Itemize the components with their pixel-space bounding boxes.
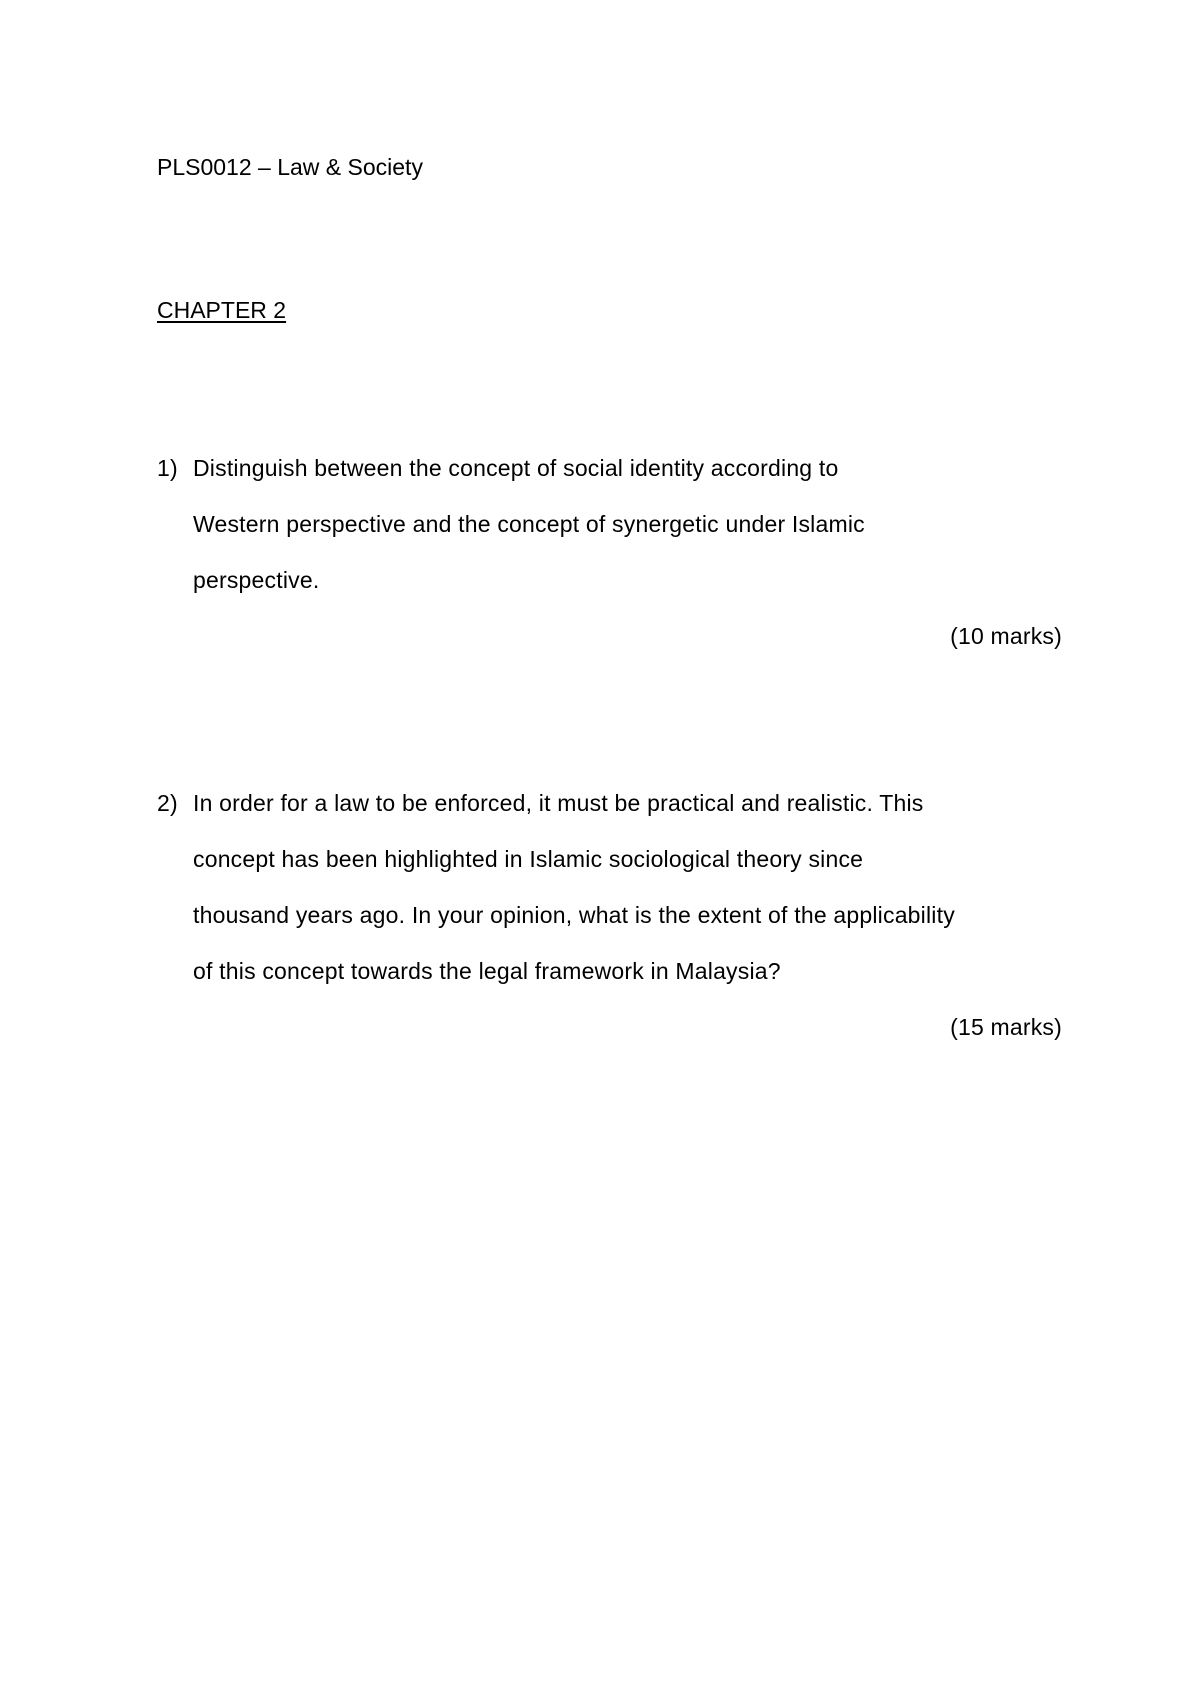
- question-marks: (10 marks): [950, 623, 1062, 649]
- course-title: PLS0012 – Law & Society: [157, 154, 423, 180]
- question-number: 2): [157, 790, 178, 816]
- question-text-line: concept has been highlighted in Islamic sociological theory since: [193, 846, 864, 872]
- question-1: [157, 440, 1062, 664]
- chapter-heading: CHAPTER 2: [157, 297, 287, 323]
- question-text-line: In order for a law to be enforced, it must be practical and realistic. This: [193, 790, 924, 816]
- question-number: 1): [157, 455, 178, 481]
- question-text-line: Distinguish between the concept of social identity according to: [193, 455, 839, 481]
- question-text-line: perspective.: [193, 567, 320, 593]
- question-text: [193, 440, 1062, 608]
- question-text-line: of this concept towards the legal framework in Malaysia?: [193, 958, 781, 984]
- question-text: [193, 775, 1062, 999]
- question-2: [157, 775, 1062, 1055]
- question-text-line: Western perspective and the concept of synergetic under Islamic: [193, 511, 865, 537]
- question-text-line: thousand years ago. In your opinion, what is the extent of the applicability: [193, 902, 955, 928]
- question-marks: (15 marks): [950, 1014, 1062, 1040]
